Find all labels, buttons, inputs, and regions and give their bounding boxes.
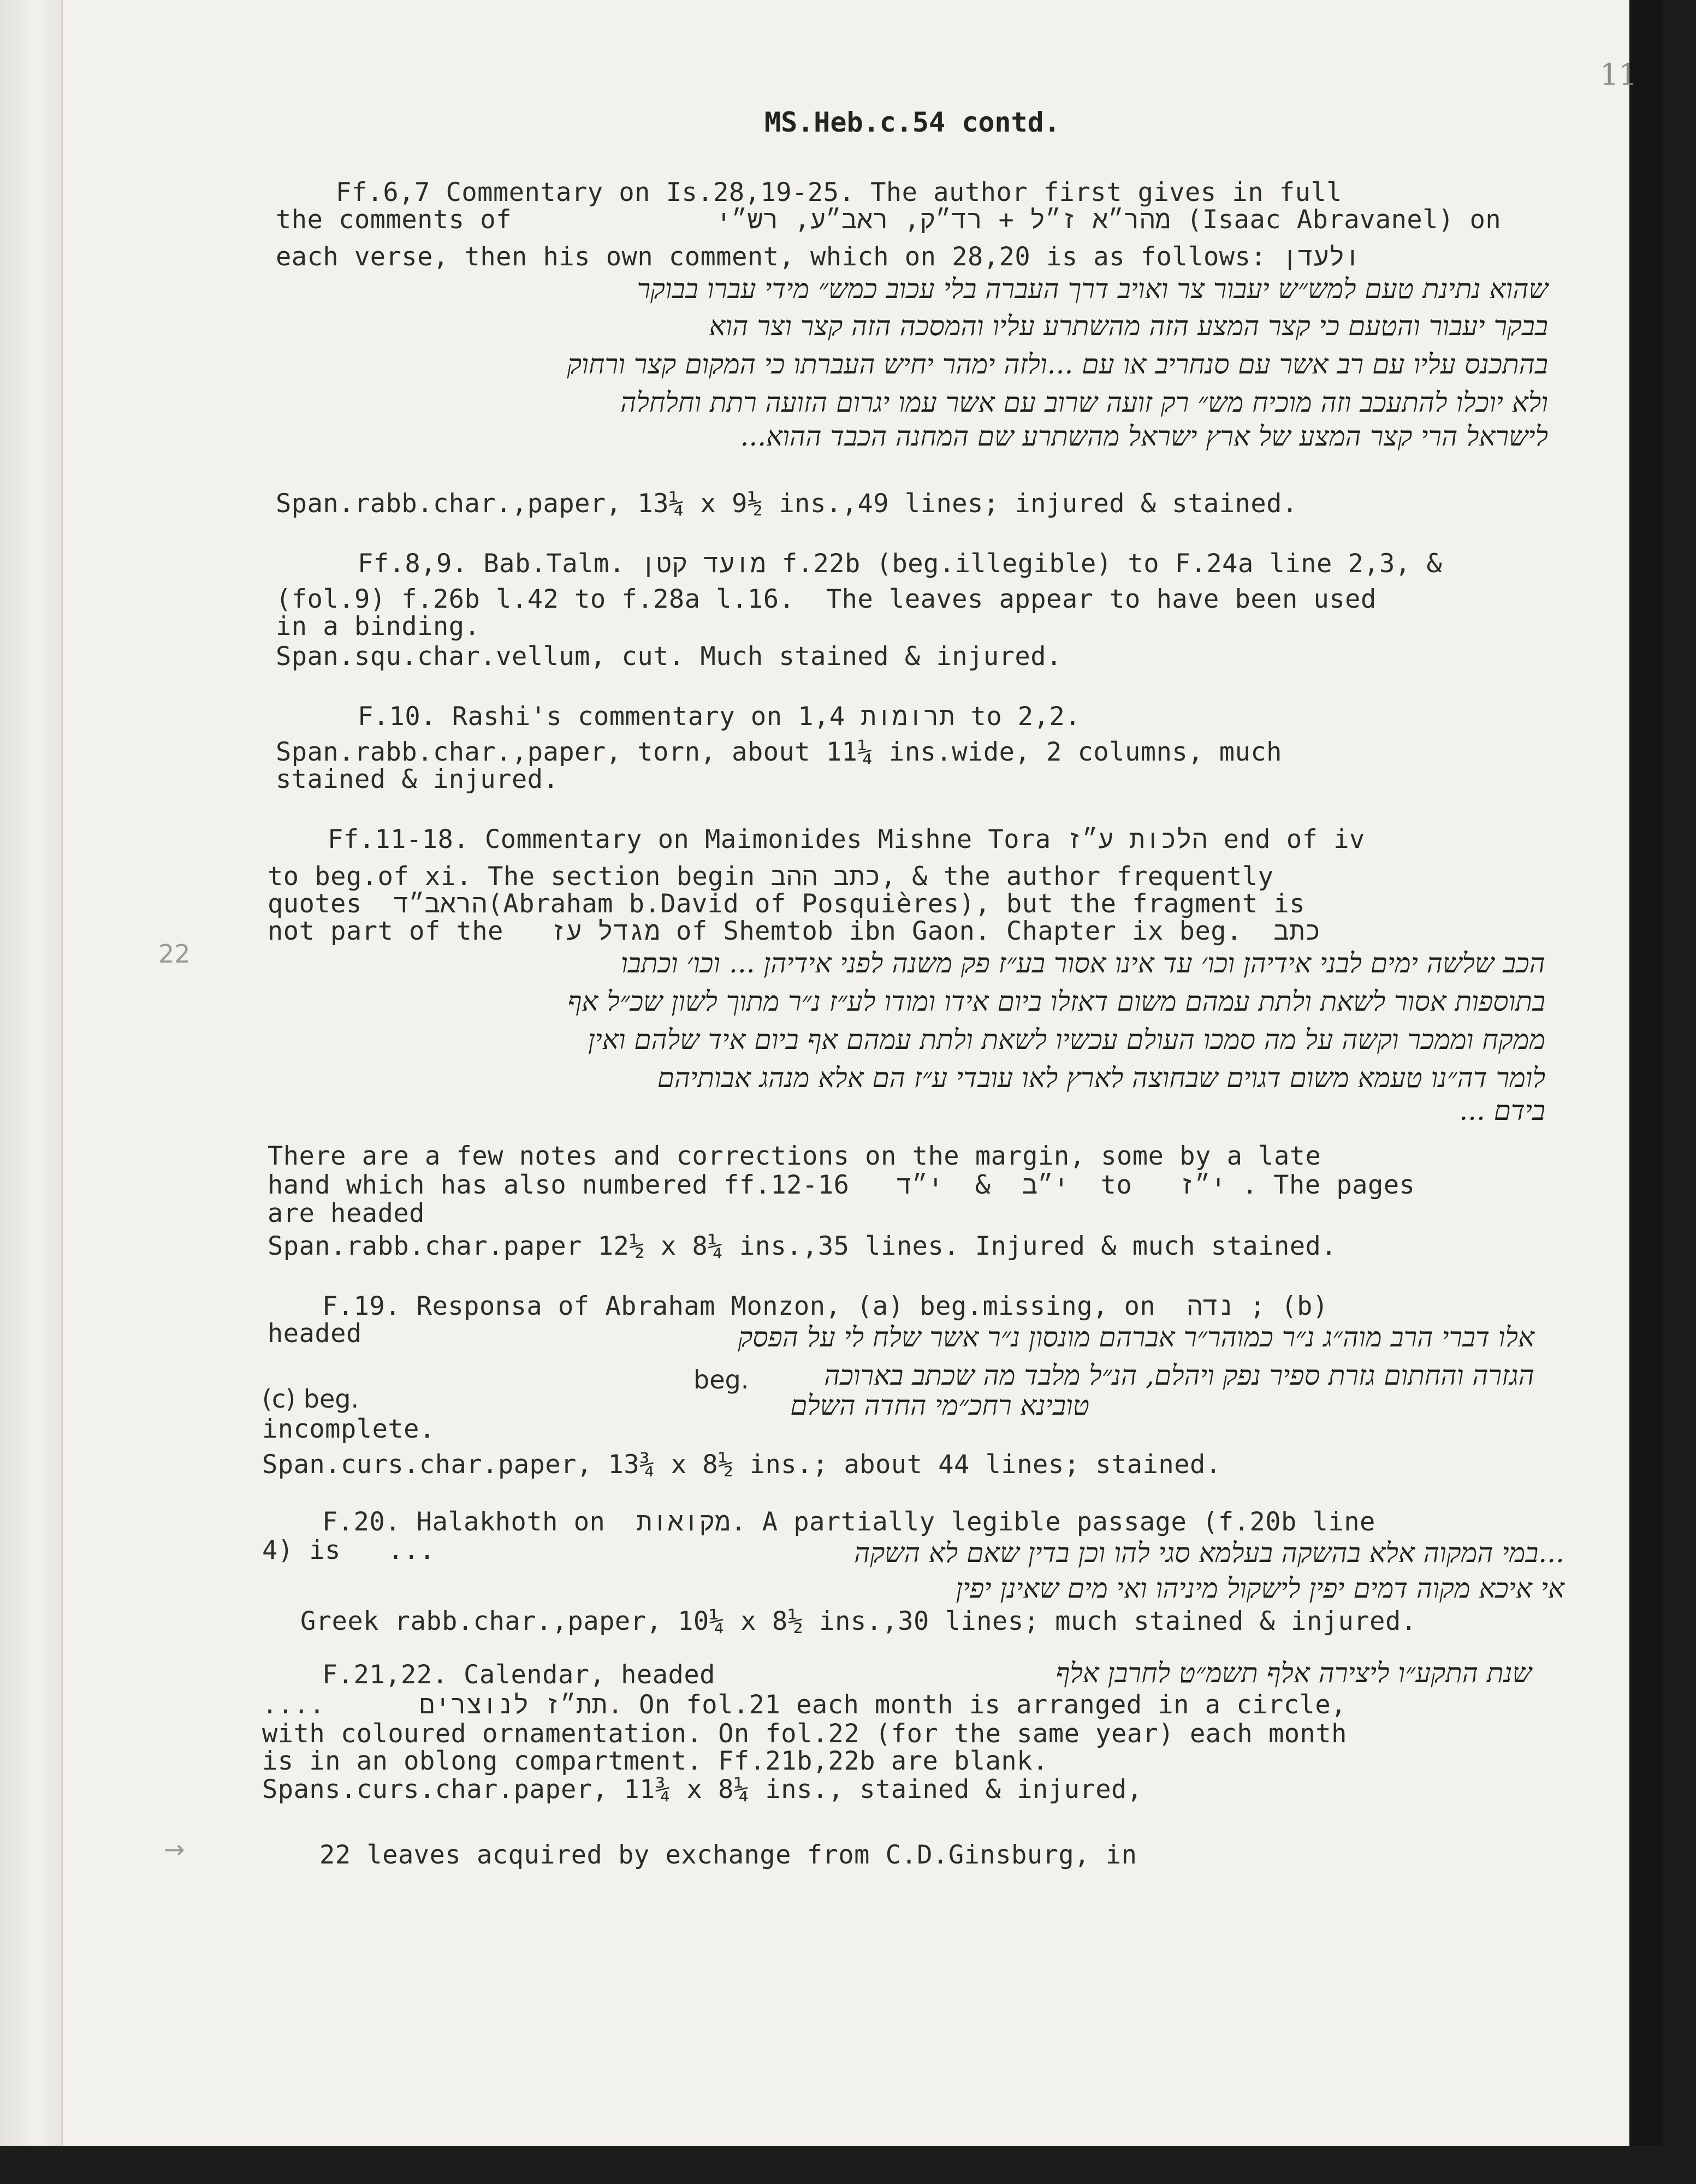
hebrew-handwritten-line: הגזרה והחתום גזרת ספיר נפק ויהלם, הנ״ל מלבד מה שכתב בארוכה xyxy=(824,1360,1534,1391)
margin-note: (c) beg. xyxy=(262,1384,359,1414)
text-line: Ff.8,9. Bab.Talm. מועד קטן f.22b (beg.illegible) to F.24a line 2,3, & xyxy=(358,549,1443,579)
folio-number: 11 xyxy=(1600,57,1638,92)
text-line: headed xyxy=(268,1319,362,1349)
text-line: Span.curs.char.paper, 13¾ x 8½ ins.; about 44 lines; stained. xyxy=(262,1450,1221,1480)
hebrew-handwritten-line: בתוספות אסור לשאת ולתת עמהם משום דאזלו ביום אידו ומודו לע״ז נ״ר מתוך לשון שכ״ל אף xyxy=(567,986,1545,1017)
text-line: quotes הראב״ד(Abraham b.David of Posquières), but the fragment is xyxy=(268,889,1306,919)
hebrew-handwritten-line: לומר דה״נו טעמא משום דגוים שבחוצה לארץ לאו עובדי ע״ז הם אלא מנהג אבותיהם xyxy=(657,1062,1545,1094)
text-line: to beg.of xi. The section begin כתב ההב, & the author frequently xyxy=(268,862,1274,892)
hebrew-handwritten-line: בהתכנס עליו עם רב אשר עם סנחריב או עם ...ולזה ימהר יחיש העברתו כי המקום קצר ורחוק xyxy=(567,348,1548,380)
cover-edge xyxy=(1629,0,1663,2146)
text-line: incomplete. xyxy=(262,1414,435,1444)
hebrew-handwritten-line: אלו דברי הרב מוה״ג נ״ר כמוהר״ר אברהם מונסון נ״ר אשר שלח לי על הפסק xyxy=(738,1321,1534,1353)
text-line: Ff.11-18. Commentary on Maimonides Mishne Tora הלכות ע״ז end of iv xyxy=(328,824,1365,854)
text-line: the comments of מהר״א ז״ל + רד״ק, ראב״ע, רש״י (Isaac Abravanel) on xyxy=(276,205,1502,235)
text-line: (fol.9) f.26b l.42 to f.28a l.16. The leaves appear to have been used xyxy=(276,584,1377,614)
margin-note: 22 xyxy=(158,939,191,969)
text-line: 22 leaves acquired by exchange from C.D.Ginsburg, in xyxy=(319,1840,1137,1870)
hebrew-handwritten-line: שהוא נתינת טעם למש״ש יעבור צר ואויב דרך העברה בלי עכוב כמש״ מידי עברו בבוקר xyxy=(637,273,1548,305)
hebrew-handwritten-line: שנת התקע״ו ליצירה אלף תשמ״ט לחרבן אלף xyxy=(1055,1657,1532,1689)
hebrew-handwritten-line: אי איכא מקוה דמים יפין לישקול מיניהו ואי מים שאינן יפין xyxy=(956,1572,1564,1604)
text-line: hand which has also numbered ff.12-16 י״ב & י״ד to י״ז . The pages xyxy=(268,1170,1415,1200)
text-line: There are a few notes and corrections on the margin, some by a late xyxy=(268,1141,1321,1171)
text-line: F.21,22. Calendar, headed xyxy=(322,1660,715,1690)
text-line: in a binding. xyxy=(276,612,481,642)
text-line: Span.rabb.char.,paper, torn, about 11¼ ins.wide, 2 columns, much xyxy=(276,737,1282,767)
text-line: is in an oblong compartment. Ff.21b,22b are blank. xyxy=(262,1746,1048,1776)
margin-note: beg. xyxy=(693,1365,749,1394)
arrow-mark-icon: → xyxy=(164,1835,185,1864)
hebrew-handwritten-line: בבקר יעבור והטעם כי קצר המצע הזה מהשתרע עליו והמסכה הזה קצר וצר הוא xyxy=(709,310,1548,342)
text-line: each verse, then his own comment, which on 28,20 is as follows: ולעדן xyxy=(276,242,1361,272)
text-line: Span.squ.char.vellum, cut. Much stained & injured. xyxy=(276,642,1062,672)
text-line: Ff.6,7 Commentary on Is.28,19-25. The author first gives in full xyxy=(336,177,1342,207)
hebrew-handwritten-line: בידם ... xyxy=(1459,1095,1545,1126)
text-line: Span.rabb.char.,paper, 13¼ x 9½ ins.,49 lines; injured & stained. xyxy=(276,489,1298,519)
hebrew-handwritten-line: ולא יוכלו להתעכב וזה מוכיח מש״ רק זועה שרוב עם אשר עמו יגרום הזועה רתת וחלחלה xyxy=(620,387,1548,418)
text-line: F.10. Rashi's commentary on תרומות 1,4 to 2,2. xyxy=(358,702,1081,732)
hebrew-handwritten-line: ממקח וממכר וקשה על מה סמכו העולם עכשיו לשאת ולתת עמהם אף ביום איד שלהם ואין xyxy=(588,1024,1545,1055)
text-line: are headed xyxy=(268,1198,425,1228)
text-line: F.20. Halakhoth on מקואות. A partially legible passage (f.20b line xyxy=(322,1507,1375,1537)
text-line: 4) is ... xyxy=(262,1535,435,1565)
hebrew-handwritten-line: לישראל הרי קצר המצע של ארץ ישראל מהשתרע שם המחנה הכבד ההוא... xyxy=(740,420,1548,452)
text-line: with coloured ornamentation. On fol.22 (for the same year) each month xyxy=(262,1719,1347,1749)
text-line: stained & injured. xyxy=(276,764,559,794)
text-line: Span.rabb.char.paper 12½ x 8¼ ins.,35 lines. Injured & much stained. xyxy=(268,1231,1337,1261)
text-line: not part of the מגדל עז of Shemtob ibn Gaon. Chapter ix beg. כתב xyxy=(268,916,1321,946)
text-line: Spans.curs.char.paper, 11¾ x 8¼ ins., stained & injured, xyxy=(262,1775,1143,1805)
hebrew-handwritten-line: הכב שלשה ימים לבני אידיהן וכו׳ עד אינו אסור בע״ז פק משנה לפני אידיהן ... וכו׳ וכתבו xyxy=(620,947,1545,979)
text-line: .... תת״ז לנוצרים. On fol.21 each month is arranged in a circle, xyxy=(262,1690,1347,1720)
hebrew-handwritten-line: ...במי המקוה אלא בהשקה בעלמא סגי להו וכן בדין שאם לא השקה xyxy=(854,1537,1564,1569)
text-line: Greek rabb.char.,paper, 10¼ x 8½ ins.,30 lines; much stained & injured. xyxy=(300,1606,1417,1636)
page-heading: MS.Heb.c.54 contd. xyxy=(764,106,1060,138)
text-line: F.19. Responsa of Abraham Monzon, (a) beg.missing, on נדה ; (b) xyxy=(322,1291,1329,1321)
binding-edge xyxy=(0,0,63,2146)
hebrew-handwritten-line: טובינא רחכ״מי החדה השלם xyxy=(790,1390,1089,1421)
